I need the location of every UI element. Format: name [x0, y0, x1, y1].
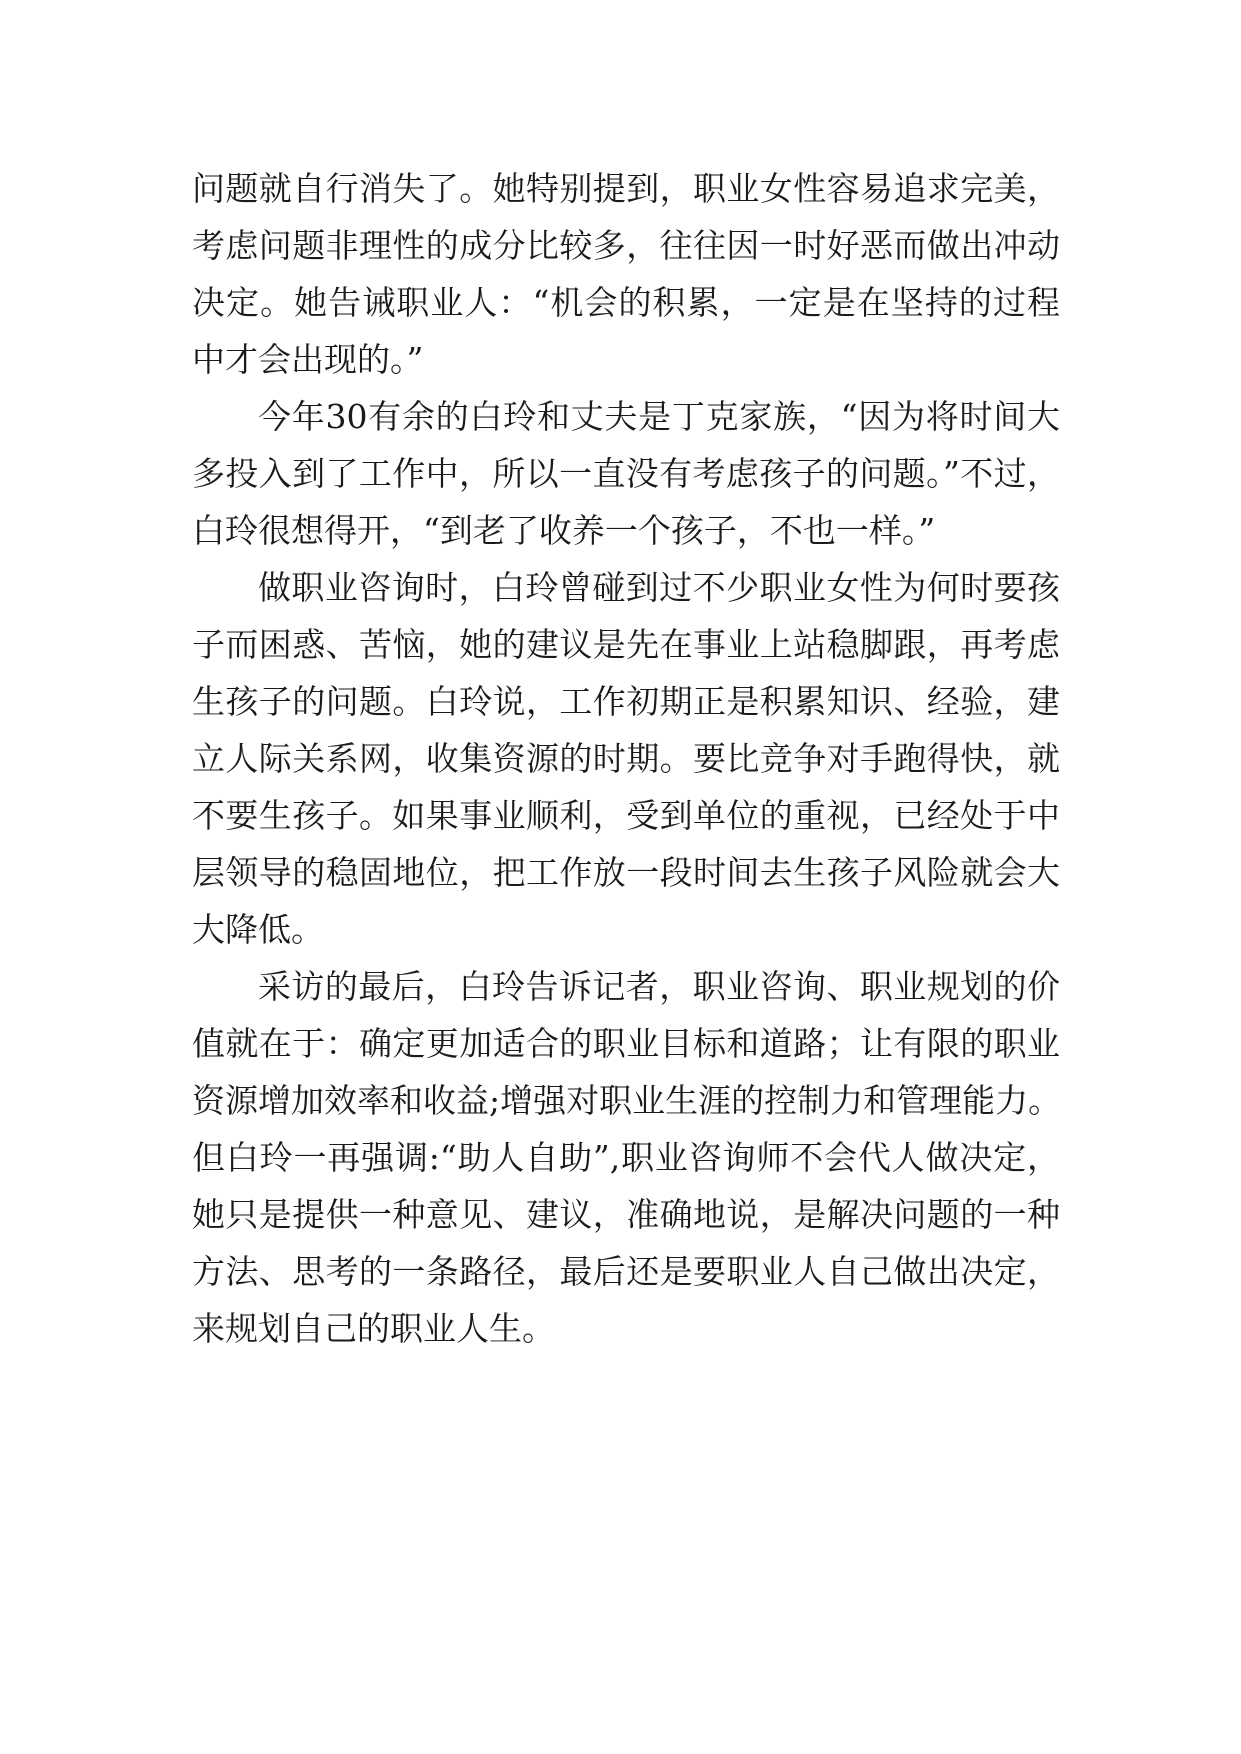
paragraph-2	[192, 388, 1060, 559]
text-line: 层领导的稳固地位，把工作放一段时间去生孩子风险就会大	[192, 853, 1060, 892]
text-line: 采访的最后，白玲告诉记者，职业咨询、职业规划的价	[258, 967, 1060, 1006]
paragraph-4	[192, 958, 1060, 1357]
text-line: 决定。她告诫职业人：“机会的积累，一定是在坚持的过程	[192, 283, 1060, 322]
text-line: 来规划自己的职业人生。	[192, 1309, 555, 1348]
text-line: 立人际关系网，收集资源的时期。要比竞争对手跑得快，就	[192, 739, 1060, 778]
text-line: 问题就自行消失了。她特别提到，职业女性容易追求完美，	[192, 169, 1060, 208]
text-line: 子而困惑、苦恼，她的建议是先在事业上站稳脚跟，再考虑	[192, 625, 1060, 664]
text-line: 大降低。	[192, 910, 324, 949]
text-line: 多投入到了工作中，所以一直没有考虑孩子的问题。”不过，	[192, 454, 1060, 493]
text-line: 中才会出现的。”	[192, 340, 424, 379]
paragraph-3	[192, 559, 1060, 958]
text-line: 生孩子的问题。白玲说，工作初期正是积累知识、经验，建	[192, 682, 1060, 721]
text-line: 方法、思考的一条路径，最后还是要职业人自己做出决定，	[192, 1252, 1060, 1291]
text-line: 做职业咨询时，白玲曾碰到过不少职业女性为何时要孩	[258, 568, 1060, 607]
text-line: 白玲很想得开，“到老了收养一个孩子，不也一样。”	[192, 511, 936, 550]
text-line: 不要生孩子。如果事业顺利，受到单位的重视，已经处于中	[192, 796, 1060, 835]
text-line: 她只是提供一种意见、建议，准确地说，是解决问题的一种	[192, 1195, 1060, 1234]
document-body	[192, 160, 1060, 1357]
text-line: 资源增加效率和收益;增强对职业生涯的控制力和管理能力。	[192, 1081, 1062, 1120]
text-line: 但白玲一再强调:“助人自助”,职业咨询师不会代人做决定，	[192, 1138, 1060, 1177]
paragraph-1	[192, 160, 1060, 388]
text-line: 考虑问题非理性的成分比较多，往往因一时好恶而做出冲动	[192, 226, 1060, 265]
text-line: 值就在于：确定更加适合的职业目标和道路；让有限的职业	[192, 1024, 1060, 1063]
text-line: 今年30有余的白玲和丈夫是丁克家族，“因为将时间大	[258, 397, 1060, 436]
